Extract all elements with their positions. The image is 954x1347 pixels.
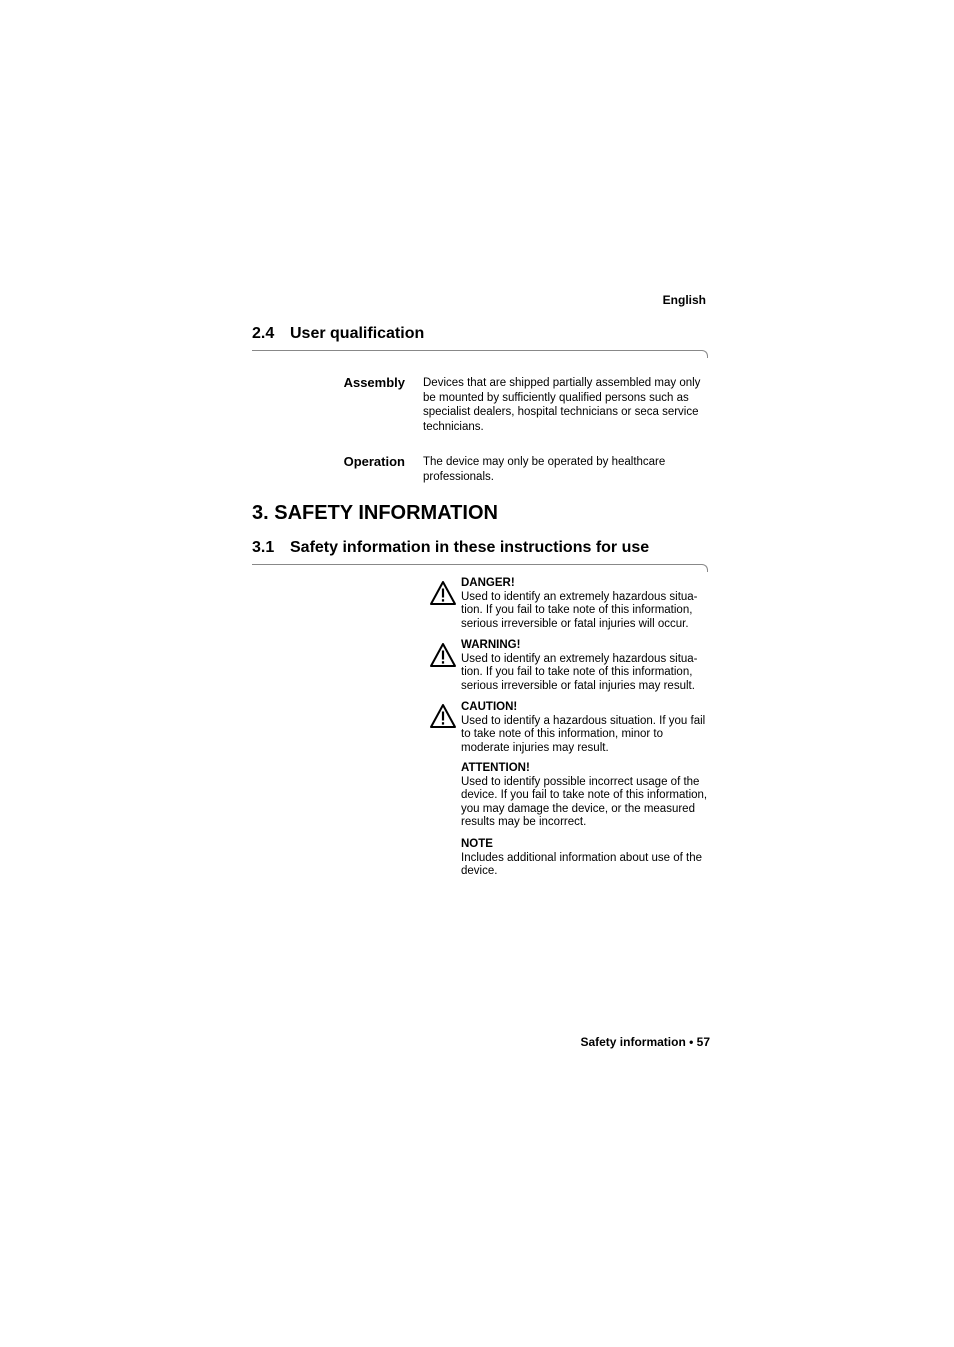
- section-rule: [252, 350, 701, 351]
- notice-danger: [461, 576, 711, 631]
- notice-line: you may damage the device, or the measured: [461, 802, 695, 815]
- warning-triangle-icon: [429, 580, 457, 606]
- notice-attention: [461, 761, 711, 830]
- warning-triangle-icon: [429, 642, 457, 668]
- section-rule: [252, 564, 701, 565]
- notice-line: Includes additional information about use of the: [461, 851, 703, 864]
- assembly-label: Assembly: [343, 375, 405, 390]
- warning-triangle-icon: [429, 703, 457, 729]
- notice-line: Used to identify a hazardous situation. If you fail: [461, 714, 706, 727]
- notice-line: device. If you fail to take note of this information,: [461, 789, 708, 802]
- operation-label: Operation: [343, 454, 405, 469]
- assembly-text: Devices that are shipped partially assembled may only be mounted by sufficiently qualified persons such as specialist dealers, hospital technicians or seca service technicians.: [423, 377, 701, 433]
- notice-title: CAUTION!: [461, 701, 518, 713]
- section-title: User qualification: [290, 325, 425, 342]
- notice-title: NOTE: [461, 838, 493, 850]
- language-label: English: [662, 293, 706, 307]
- section-rule-curl: [701, 350, 708, 358]
- notice-line: Used to identify an extremely hazardous situa-: [461, 590, 698, 603]
- notice-line: results may be incorrect.: [461, 816, 587, 829]
- notice-warning: [461, 638, 711, 693]
- chapter-number: 3.: [252, 502, 269, 524]
- notice-line: tion. If you fail to take note of this information,: [461, 604, 693, 617]
- notice-line: tion. If you fail to take note of this information,: [461, 666, 693, 679]
- chapter-title: SAFETY INFORMATION: [274, 502, 498, 524]
- notice-title: DANGER!: [461, 577, 515, 589]
- notice-line: device.: [461, 865, 498, 878]
- notice-line: Used to identify possible incorrect usage of the: [461, 775, 700, 788]
- notice-line: to take note of this information, minor to: [461, 728, 663, 741]
- notice-title: WARNING!: [461, 639, 521, 651]
- notice-title: ATTENTION!: [461, 762, 530, 774]
- operation-text: The device may only be operated by healthcare professionals.: [423, 456, 666, 483]
- section-rule-curl: [701, 564, 708, 572]
- notice-line: Used to identify an extremely hazardous situa-: [461, 652, 698, 665]
- notice-line: moderate injuries may result.: [461, 741, 609, 754]
- section-number: 2.4: [252, 325, 275, 342]
- notice-note: [461, 837, 711, 879]
- page-footer: Safety information • 57: [580, 1035, 710, 1049]
- notice-line: serious irreversible or fatal injuries will occur.: [461, 617, 689, 630]
- notice-caution: [461, 700, 711, 755]
- section-number: 3.1: [252, 539, 275, 556]
- section-title: Safety information in these instructions for use: [290, 539, 650, 556]
- notice-line: serious irreversible or fatal injuries may result.: [461, 679, 695, 692]
- section-heading-2-4: [252, 325, 424, 343]
- chapter-heading: [252, 502, 498, 525]
- section-heading-3-1: [252, 539, 649, 557]
